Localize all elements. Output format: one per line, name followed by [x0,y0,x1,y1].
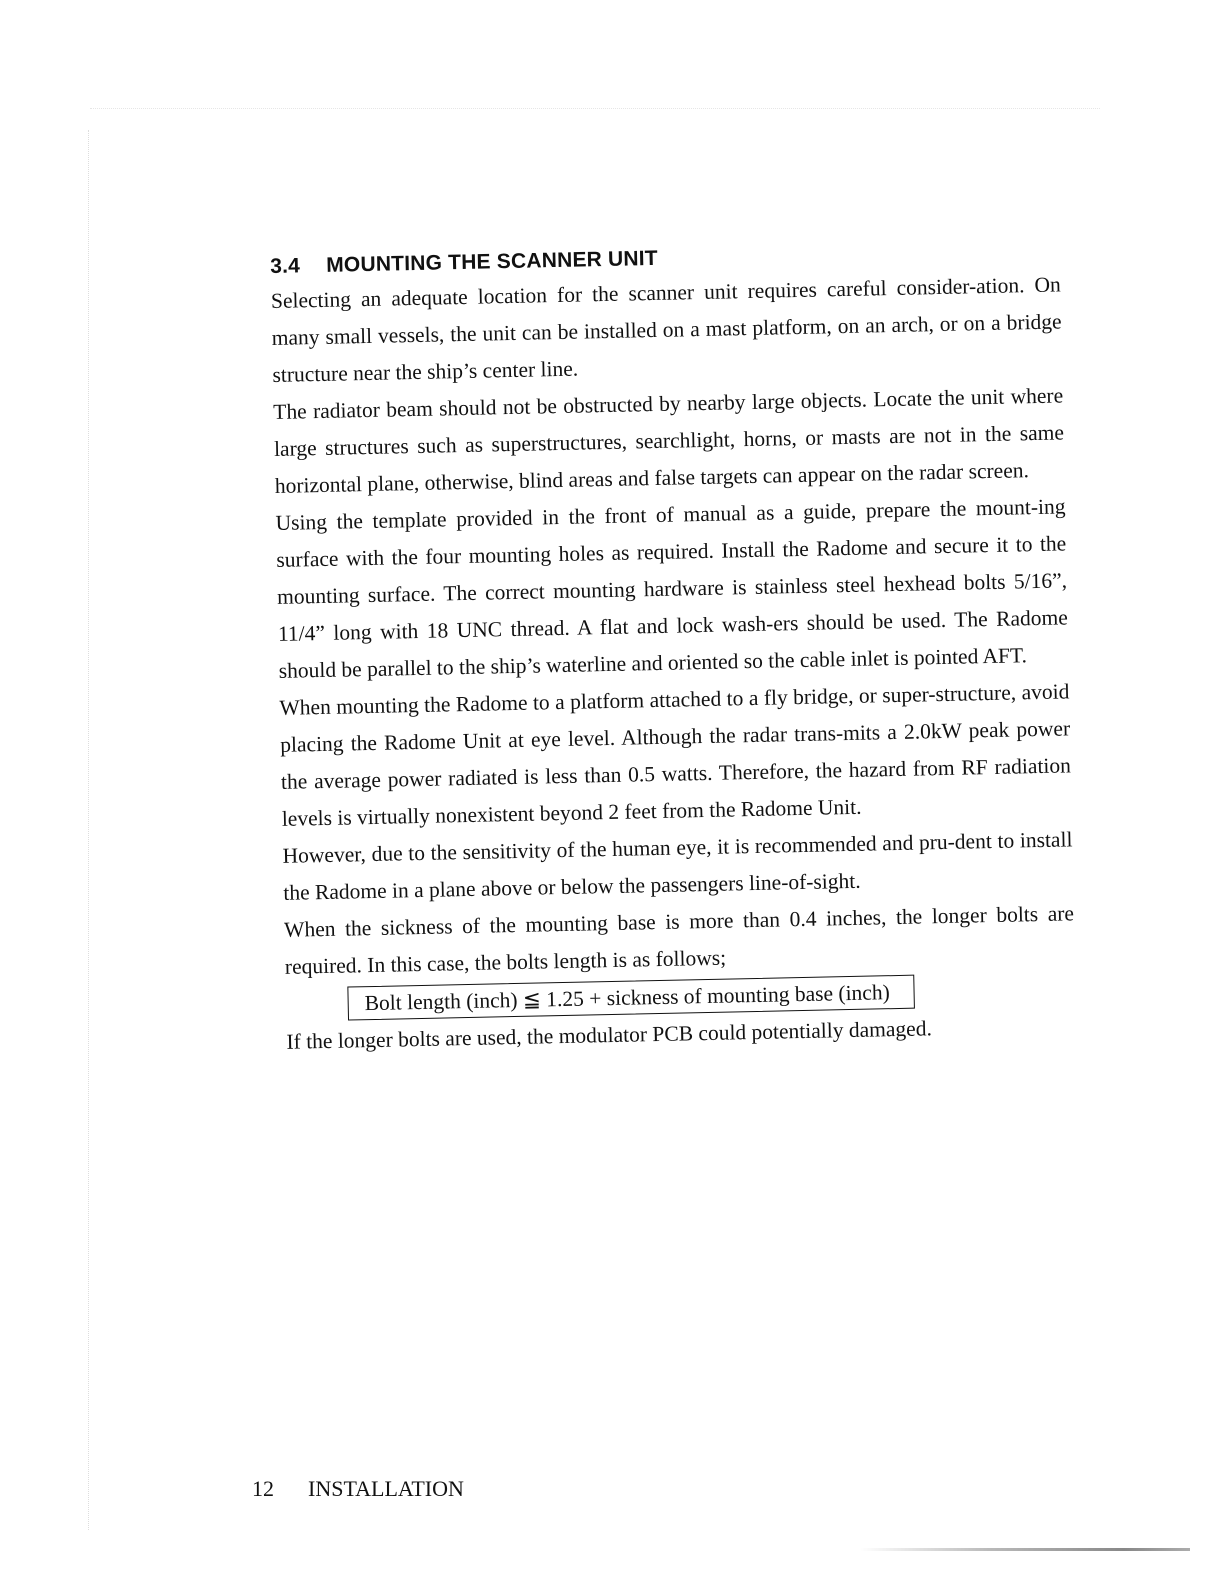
paragraph-location: Selecting an adequate location for the scanner unit requires careful consider-ation. On many small vessels, the unit can be installed on a mast platform, on an arch, or on a bridge structure near the ship’s center line. [270,272,1062,387]
paragraph-template: Using the template provided in the front of manual as a guide, prepare the mount-ing surface with the four mounting holes as required. Install the Radome and secure it to the mounting surface. The correct mounting hardware is stainless steel hexhead bolts 5/16”, 11/4” long with 18 UNC thread. A flat and lock wash-ers should be used. The Radome should be parallel to the ship’s waterline and oriented so the cable inlet is pointed AFT. [275,494,1069,683]
paragraph-warning: If the longer bolts are used, the modulator PCB could potentially damaged. [286,1016,933,1054]
scan-margin-artifact [88,130,95,1530]
paragraph-bolt-length: When the sickness of the mounting base is more than 0.4 inches, the longer bolts are required. In this case, the bolts length is as follows; [283,901,1075,979]
paragraph-eye-level: When mounting the Radome to a platform attached to a fly bridge, or super-structure, avoid placing the Radome Unit at eye level. Although the radar trans-mits a 2.0kW peak power the average power radiated is less than 0.5 watts. Therefore, the hazard from RF radiation levels is virtually nonexistent beyond 2 feet from the Radome Unit. [279,679,1072,831]
section-content [270,238,1077,1060]
paragraph-sensitivity: However, due to the sensitivity of the human eye, it is recommended and pru-dent to install the Radome in a plane above or below the passengers line-of-sight. [282,827,1073,905]
page-number: 12 [252,1476,274,1501]
section-title: MOUNTING THE SCANNER UNIT [325,246,659,277]
scan-top-artifact [90,108,1100,111]
page-footer [252,1476,464,1502]
bolt-length-formula: Bolt length (inch) ≦ 1.25 + sickness of mounting base (inch) [347,975,915,1021]
chapter-name: INSTALLATION [308,1476,464,1501]
section-number: 3.4 [270,254,301,278]
paragraph-obstruction: The radiator beam should not be obstructed by nearby large objects. Locate the unit where large structures such as superstructures, searchlight, horns, or masts are not in the same horizontal plane, otherwise, blind areas and false targets can appear on the radar screen. [273,383,1065,498]
scan-bottom-artifact [860,1548,1190,1551]
